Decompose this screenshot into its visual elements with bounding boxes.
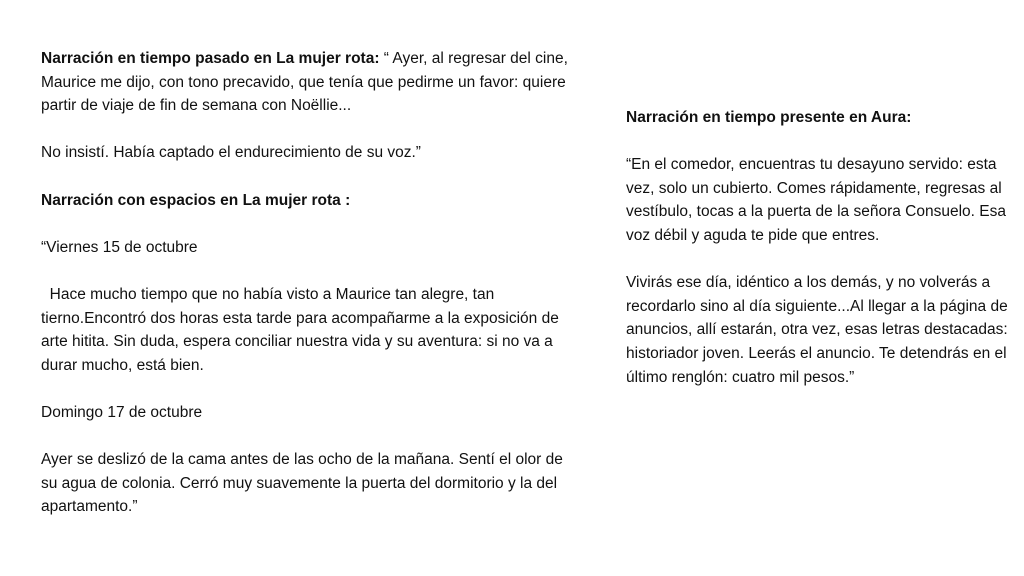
heading-past-tense: Narración en tiempo pasado en La mujer rota: bbox=[41, 50, 380, 67]
paragraph-hace-mucho-text: Hace mucho tiempo que no había visto a Maurice tan alegre, tan tierno.Encontró dos horas esta tarde para acompañarme a la exposición de arte hitita. Sin duda, espera conciliar nuestra vida y su aventura: si no va a durar mucho, está bien. bbox=[41, 285, 559, 374]
paragraph-comedor: “En el comedor, encuentras tu desayuno servido: esta vez, solo un cubierto. Comes rápidamente, regresas al vestíbulo, tocas a la puerta de la señora Consuelo. Esa voz débil y aguda te pide que entres. bbox=[626, 156, 1006, 244]
paragraph-hace-mucho bbox=[41, 283, 581, 377]
heading-present-tense: Narración en tiempo presente en Aura: bbox=[626, 109, 912, 126]
paragraph-past-tense bbox=[41, 47, 581, 118]
right-text-column bbox=[626, 106, 1016, 389]
date-domingo: Domingo 17 de octubre bbox=[41, 403, 203, 421]
heading-spaces: Narración con espacios en La mujer rota : bbox=[41, 191, 351, 209]
paragraph-ayer: Ayer se deslizó de la cama antes de las ocho de la mañana. Sentí el olor de su agua de colonia. Cerró muy suavemente la puerta del dormitorio y la del apartamento.” bbox=[41, 451, 563, 516]
date-viernes: “Viernes 15 de octubre bbox=[41, 238, 198, 256]
quote-past-tense: “ Ayer, al regresar del cine, Maurice me dijo, con tono precavido, que tenía que pedirme un favor: quiere partir de viaje de fin de semana con Noëllie... bbox=[41, 50, 568, 115]
paragraph-no-insisti: No insistí. Había captado el endurecimiento de su voz.” bbox=[41, 144, 421, 162]
left-text-column bbox=[41, 47, 581, 519]
paragraph-viviras: Vivirás ese día, idéntico a los demás, y no volverás a recordarlo sino al día siguiente...Al llegar a la página de anuncios, allí estarán, otra vez, esas letras destacadas: historiador joven. Leerás el anuncio. Te detendrás en el último renglón: cuatro mil pesos.” bbox=[626, 274, 1008, 386]
